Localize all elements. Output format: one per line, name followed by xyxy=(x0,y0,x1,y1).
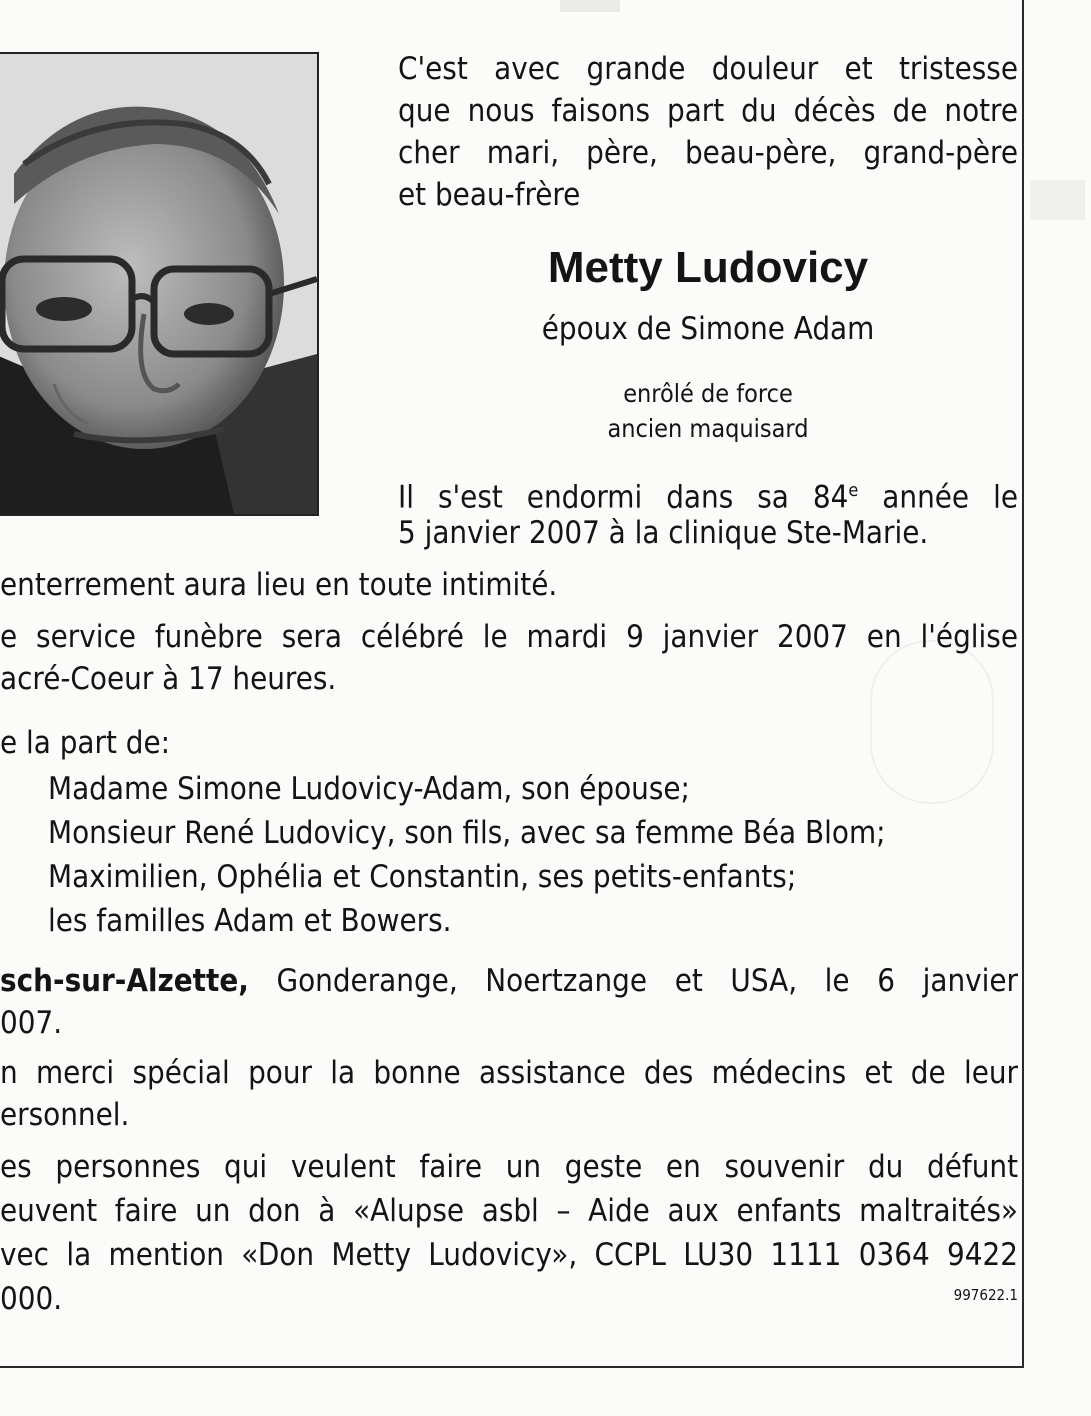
bleed-through-shadow xyxy=(870,640,994,804)
death-line-2: 5 janvier 2007 à la clinique Ste-Marie. xyxy=(398,515,929,551)
portrait-photo xyxy=(0,52,319,516)
thanks-line: n merci spécial pour la bonne assistance des médecins et de leur xyxy=(0,1055,1018,1091)
intro-line: et beau-frère xyxy=(398,177,581,213)
title-line: ancien maquisard xyxy=(607,414,809,443)
title-line: enrôlé de force xyxy=(623,379,793,408)
death-line-1: Il s'est endormi dans sa 84e année le xyxy=(398,479,1019,516)
donation-line: es personnes qui veulent faire un geste en souvenir du défunt xyxy=(0,1149,1018,1185)
thanks-line: ersonnel. xyxy=(0,1097,130,1133)
family-member: Madame Simone Ludovicy-Adam, son épouse; xyxy=(48,771,690,807)
burial-line: enterrement aura lieu en toute intimité. xyxy=(0,567,558,603)
service-line: acré-Coeur à 17 heures. xyxy=(0,661,337,697)
bleed-through-shadow xyxy=(560,0,620,12)
family-member: Monsieur René Ludovicy, son fils, avec sa femme Béa Blom; xyxy=(48,815,886,851)
bleed-through-shadow xyxy=(1030,180,1085,220)
donation-line: vec la mention «Don Metty Ludovicy», CCPL LU30 1111 0364 9422 xyxy=(0,1237,1018,1273)
intro-line: cher mari, père, beau-père, grand-père xyxy=(398,135,1018,171)
place-city: sch-sur-Alzette, xyxy=(0,963,249,999)
family-member: Maximilien, Ophélia et Constantin, ses petits-enfants; xyxy=(48,859,797,895)
intro-line: C'est avec grande douleur et tristesse xyxy=(398,51,1018,87)
intro-line: que nous faisons part du décès de notre xyxy=(398,93,1018,129)
place-date-line: sch-sur-Alzette, Gonderange, Noertzange et USA, le 6 janvier xyxy=(0,963,1018,999)
frame-right-rule xyxy=(1022,0,1024,1368)
portrait-illustration xyxy=(0,54,317,514)
deceased-name: Metty Ludovicy xyxy=(547,243,869,292)
place-date-line-2: 007. xyxy=(0,1005,63,1041)
spouse-line: époux de Simone Adam xyxy=(541,311,875,347)
donation-line: 000. xyxy=(0,1281,63,1317)
family-heading: e la part de: xyxy=(0,725,171,761)
reference-number: 997622.1 xyxy=(953,1286,1018,1304)
donation-line: euvent faire un don à «Alupse asbl – Aide aux enfants maltraités» xyxy=(0,1193,1018,1229)
service-line: e service funèbre sera célébré le mardi 9 janvier 2007 en l'église xyxy=(0,619,1018,655)
frame-bottom-rule xyxy=(0,1366,1024,1368)
family-member: les familles Adam et Bowers. xyxy=(48,903,452,939)
